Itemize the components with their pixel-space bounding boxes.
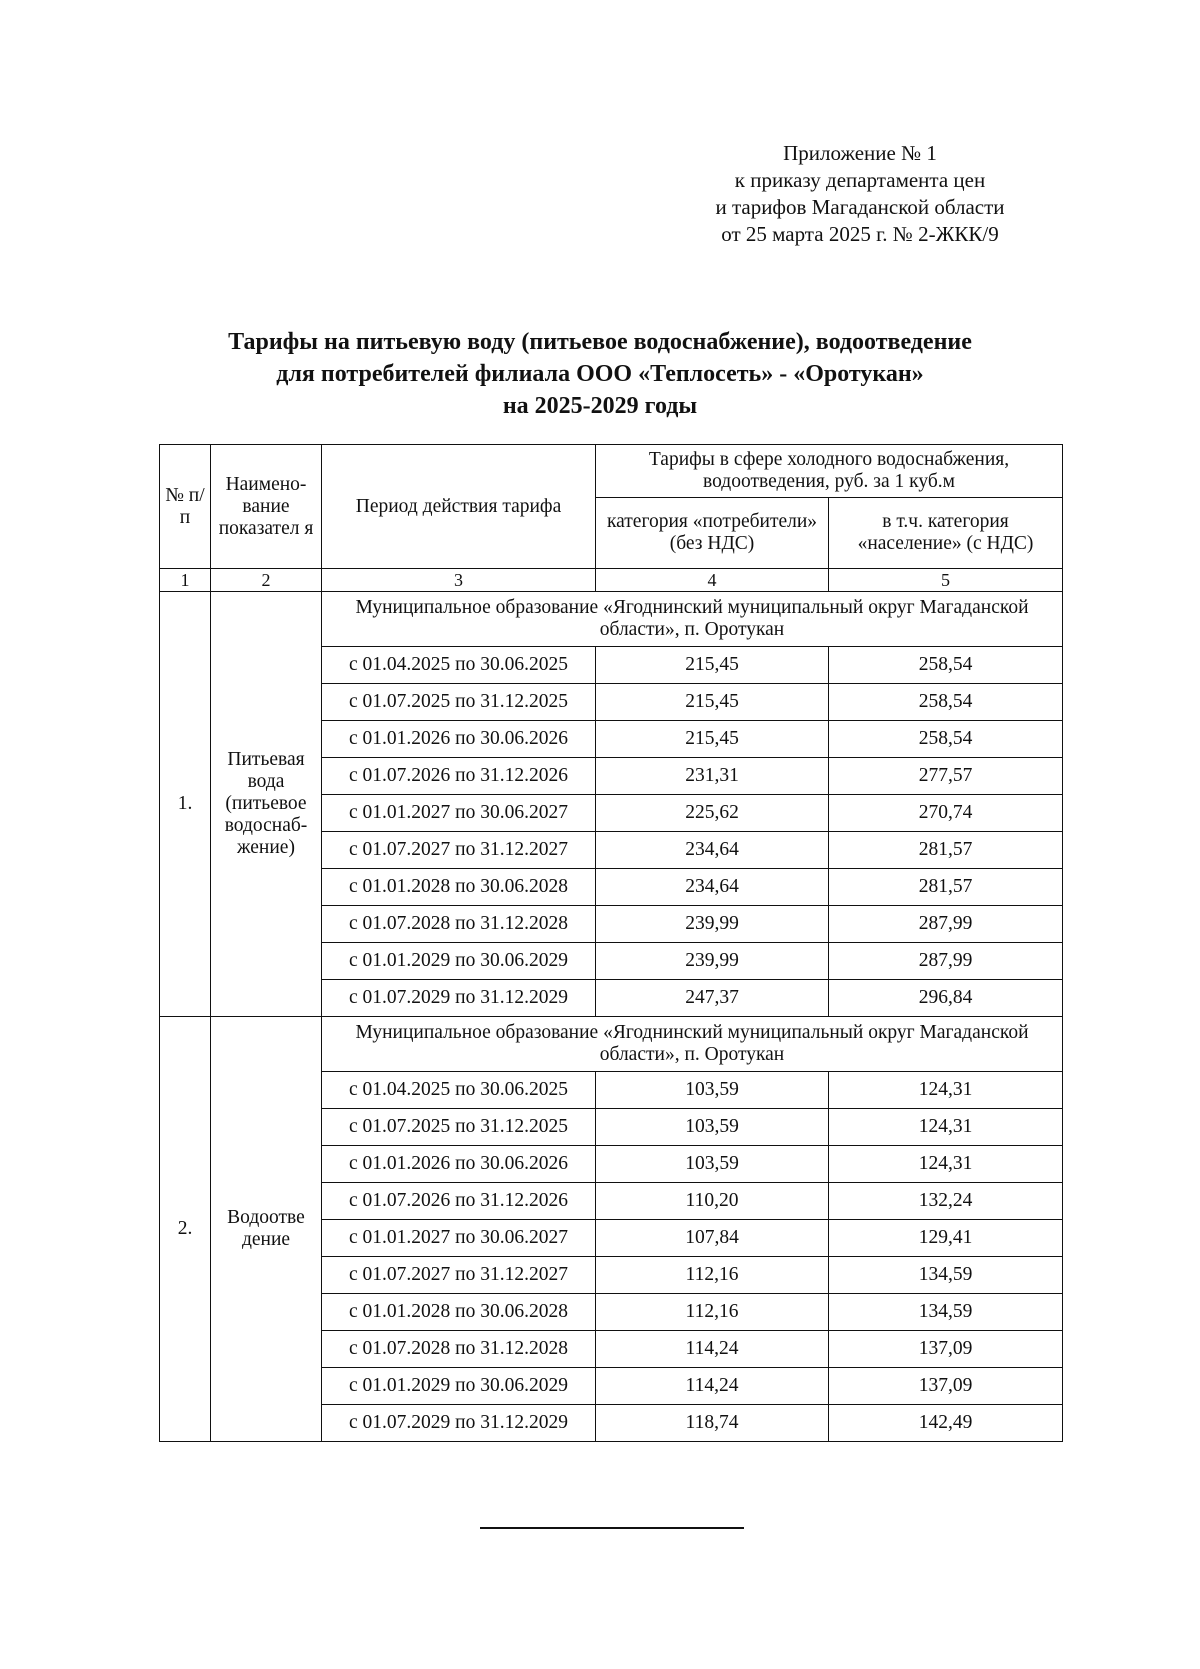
population-cell: 129,41 (829, 1220, 1063, 1257)
period-cell: с 01.01.2027 по 30.06.2027 (322, 795, 596, 832)
period-cell: с 01.07.2028 по 31.12.2028 (322, 1331, 596, 1368)
appendix-line: от 25 марта 2025 г. № 2-ЖКК/9 (721, 222, 999, 246)
period-cell: с 01.04.2025 по 30.06.2025 (322, 647, 596, 684)
column-number: 2 (211, 569, 322, 592)
consumers-cell: 239,99 (596, 906, 829, 943)
header-num: № п/п (160, 445, 211, 569)
column-number: 3 (322, 569, 596, 592)
period-cell: с 01.07.2025 по 31.12.2025 (322, 1109, 596, 1146)
column-number: 4 (596, 569, 829, 592)
period-cell: с 01.01.2028 по 30.06.2028 (322, 1294, 596, 1331)
title-line: Тарифы на питьевую воду (питьевое водоснабжение), водоотведение (228, 329, 972, 355)
population-cell: 258,54 (829, 721, 1063, 758)
consumers-cell: 215,45 (596, 721, 829, 758)
header-name: Наимено-вание показател я (211, 445, 322, 569)
appendix-line: к приказу департамента цен (734, 168, 986, 192)
header-period: Период действия тарифа (322, 445, 596, 569)
population-cell: 142,49 (829, 1405, 1063, 1442)
population-cell: 124,31 (829, 1109, 1063, 1146)
population-cell: 270,74 (829, 795, 1063, 832)
period-cell: с 01.07.2026 по 31.12.2026 (322, 1183, 596, 1220)
consumers-cell: 114,24 (596, 1368, 829, 1405)
population-cell: 134,59 (829, 1257, 1063, 1294)
period-cell: с 01.07.2028 по 31.12.2028 (322, 906, 596, 943)
period-cell: с 01.01.2029 по 30.06.2029 (322, 1368, 596, 1405)
consumers-cell: 231,31 (596, 758, 829, 795)
period-cell: с 01.01.2027 по 30.06.2027 (322, 1220, 596, 1257)
section-number: 1. (160, 592, 211, 1017)
consumers-cell: 234,64 (596, 869, 829, 906)
population-cell: 258,54 (829, 684, 1063, 721)
consumers-cell: 110,20 (596, 1183, 829, 1220)
municipality-cell: Муниципальное образование «Ягоднинский муниципальный округ Магаданской области», п. Оротукан (322, 592, 1063, 647)
title-line: для потребителей филиала ООО «Теплосеть» - «Оротукан» (276, 361, 924, 387)
period-cell: с 01.01.2026 по 30.06.2026 (322, 721, 596, 758)
title-line: на 2025-2029 годы (502, 393, 698, 419)
period-cell: с 01.07.2027 по 31.12.2027 (322, 1257, 596, 1294)
appendix-line: Приложение № 1 (783, 141, 937, 165)
population-cell: 137,09 (829, 1331, 1063, 1368)
section-name: Питьевая вода (питьевое водоснаб-жение) (211, 592, 322, 1017)
period-cell: с 01.07.2027 по 31.12.2027 (322, 832, 596, 869)
consumers-cell: 215,45 (596, 647, 829, 684)
municipality-cell: Муниципальное образование «Ягоднинский муниципальный округ Магаданской области», п. Оротукан (322, 1017, 1063, 1072)
consumers-cell: 225,62 (596, 795, 829, 832)
footer-divider (480, 1527, 744, 1529)
population-cell: 132,24 (829, 1183, 1063, 1220)
population-cell: 124,31 (829, 1146, 1063, 1183)
population-cell: 281,57 (829, 832, 1063, 869)
consumers-cell: 114,24 (596, 1331, 829, 1368)
municipality-row (160, 1017, 1063, 1072)
document-title (120, 326, 1080, 422)
period-cell: с 01.07.2029 по 31.12.2029 (322, 1405, 596, 1442)
header-tariffs: Тарифы в сфере холодного водоснабжения, водоотведения, руб. за 1 куб.м (596, 445, 1063, 498)
period-cell: с 01.01.2029 по 30.06.2029 (322, 943, 596, 980)
population-cell: 287,99 (829, 906, 1063, 943)
column-number-row (160, 569, 1063, 592)
population-cell: 124,31 (829, 1072, 1063, 1109)
appendix-block (660, 140, 1060, 248)
consumers-cell: 234,64 (596, 832, 829, 869)
column-number: 5 (829, 569, 1063, 592)
population-cell: 296,84 (829, 980, 1063, 1017)
column-number: 1 (160, 569, 211, 592)
header-consumers: категория «потребители» (без НДС) (596, 498, 829, 569)
consumers-cell: 118,74 (596, 1405, 829, 1442)
consumers-cell: 239,99 (596, 943, 829, 980)
municipality-row (160, 592, 1063, 647)
consumers-cell: 215,45 (596, 684, 829, 721)
consumers-cell: 103,59 (596, 1146, 829, 1183)
header-row (160, 445, 1063, 498)
population-cell: 287,99 (829, 943, 1063, 980)
section-name: Водоотве дение (211, 1017, 322, 1442)
tariff-table (159, 444, 1063, 1442)
period-cell: с 01.07.2026 по 31.12.2026 (322, 758, 596, 795)
header-population: в т.ч. категория «население» (с НДС) (829, 498, 1063, 569)
population-cell: 258,54 (829, 647, 1063, 684)
consumers-cell: 103,59 (596, 1109, 829, 1146)
consumers-cell: 103,59 (596, 1072, 829, 1109)
population-cell: 137,09 (829, 1368, 1063, 1405)
consumers-cell: 112,16 (596, 1257, 829, 1294)
period-cell: с 01.01.2028 по 30.06.2028 (322, 869, 596, 906)
consumers-cell: 112,16 (596, 1294, 829, 1331)
period-cell: с 01.07.2025 по 31.12.2025 (322, 684, 596, 721)
period-cell: с 01.01.2026 по 30.06.2026 (322, 1146, 596, 1183)
population-cell: 281,57 (829, 869, 1063, 906)
appendix-line: и тарифов Магаданской области (715, 195, 1005, 219)
population-cell: 134,59 (829, 1294, 1063, 1331)
tariff-table-body (160, 445, 1063, 1442)
consumers-cell: 247,37 (596, 980, 829, 1017)
section-number: 2. (160, 1017, 211, 1442)
population-cell: 277,57 (829, 758, 1063, 795)
period-cell: с 01.04.2025 по 30.06.2025 (322, 1072, 596, 1109)
consumers-cell: 107,84 (596, 1220, 829, 1257)
period-cell: с 01.07.2029 по 31.12.2029 (322, 980, 596, 1017)
